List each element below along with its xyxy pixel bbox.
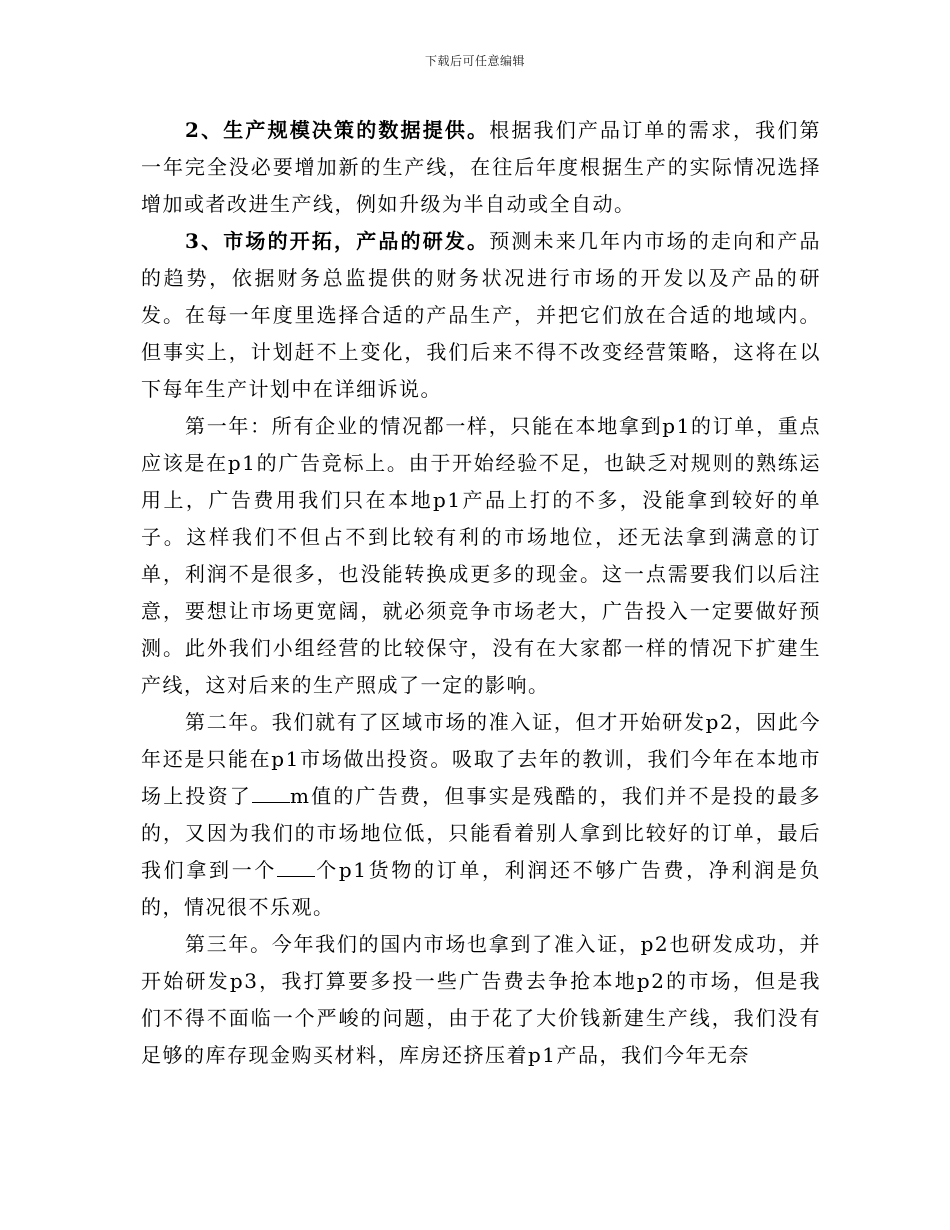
paragraph-text: 第一年：所有企业的情况都一样，只能在本地拿到p1的订单，重点应该是在p1的广告竞标上。由于开始经验不足，也缺乏对规则的熟练运用上，广告费用我们只在本地p1产品上打的不多，没能拿到较好的单子。这样我们不但占不到比较有利的市场地位，还无法拿到满意的订单，利润不是很多，也没能转换成更多的现金。这一点需要我们以后注意，要想让市场更宽阔，就必须竞争市场老大，广告投入一定要做好预测。此外我们小组经营的比较保守，没有在大家都一样的情况下扩建生产线，这对后来的生产照成了一定的影响。 [141, 414, 821, 697]
paragraph-text: 根据我们产品订单的需求，我们第一年完全没必要增加新的生产线，在往后年度根据生产的实际情况选择增加或者改进生产线，例如升级为半自动或全自动。 [141, 118, 822, 216]
paragraph-production-scale [141, 112, 821, 223]
fill-in-blank [277, 858, 315, 877]
document-body [141, 112, 821, 1074]
paragraph-text: m值的广告费，但事实是残酷的，我们并不是投的最多的，又因为我们的市场地位低，只能看着别人拿到比较好的订单，最后我们拿到一个 [141, 784, 822, 882]
paragraph-year-three [141, 926, 821, 1074]
paragraph-market-development [141, 223, 821, 408]
paragraph-heading: 3、市场的开拓，产品的研发。 [185, 229, 490, 253]
paragraph-year-two [141, 704, 821, 926]
fill-in-blank [252, 784, 290, 803]
page-header: 下载后可任意编辑 [424, 54, 525, 68]
paragraph-text: 预测未来几年内市场的走向和产品的趋势，依据财务总监提供的财务状况进行市场的开发以及产品的研发。在每一年度里选择合适的产品生产，并把它们放在合适的地域内。但事实上，计划赶不上变化，我们后来不得不改变经营策略，这将在以下每年生产计划中在详细诉说。 [141, 229, 822, 401]
paragraph-text: 第二年。我们就有了区域市场的准入证，但才开始研发p2，因此今年还是只能在p1市场做出投资。吸取了去年的教训，我们今年在本地市场上投资了 [141, 710, 821, 808]
paragraph-text: 第三年。今年我们的国内市场也拿到了准入证，p2也研发成功，并开始研发p3，我打算要多投一些广告费去争抢本地p2的市场，但是我们不得不面临一个严峻的问题，由于花了大价钱新建生产线，我们没有足够的库存现金购买材料，库房还挤压着p1产品，我们今年无奈 [141, 932, 821, 1067]
paragraph-text: 个p1货物的订单，利润还不够广告费，净利润是负的，情况很不乐观。 [141, 858, 822, 919]
paragraph-heading: 2、生产规模决策的数据提供。 [185, 118, 490, 142]
paragraph-year-one [141, 408, 821, 704]
